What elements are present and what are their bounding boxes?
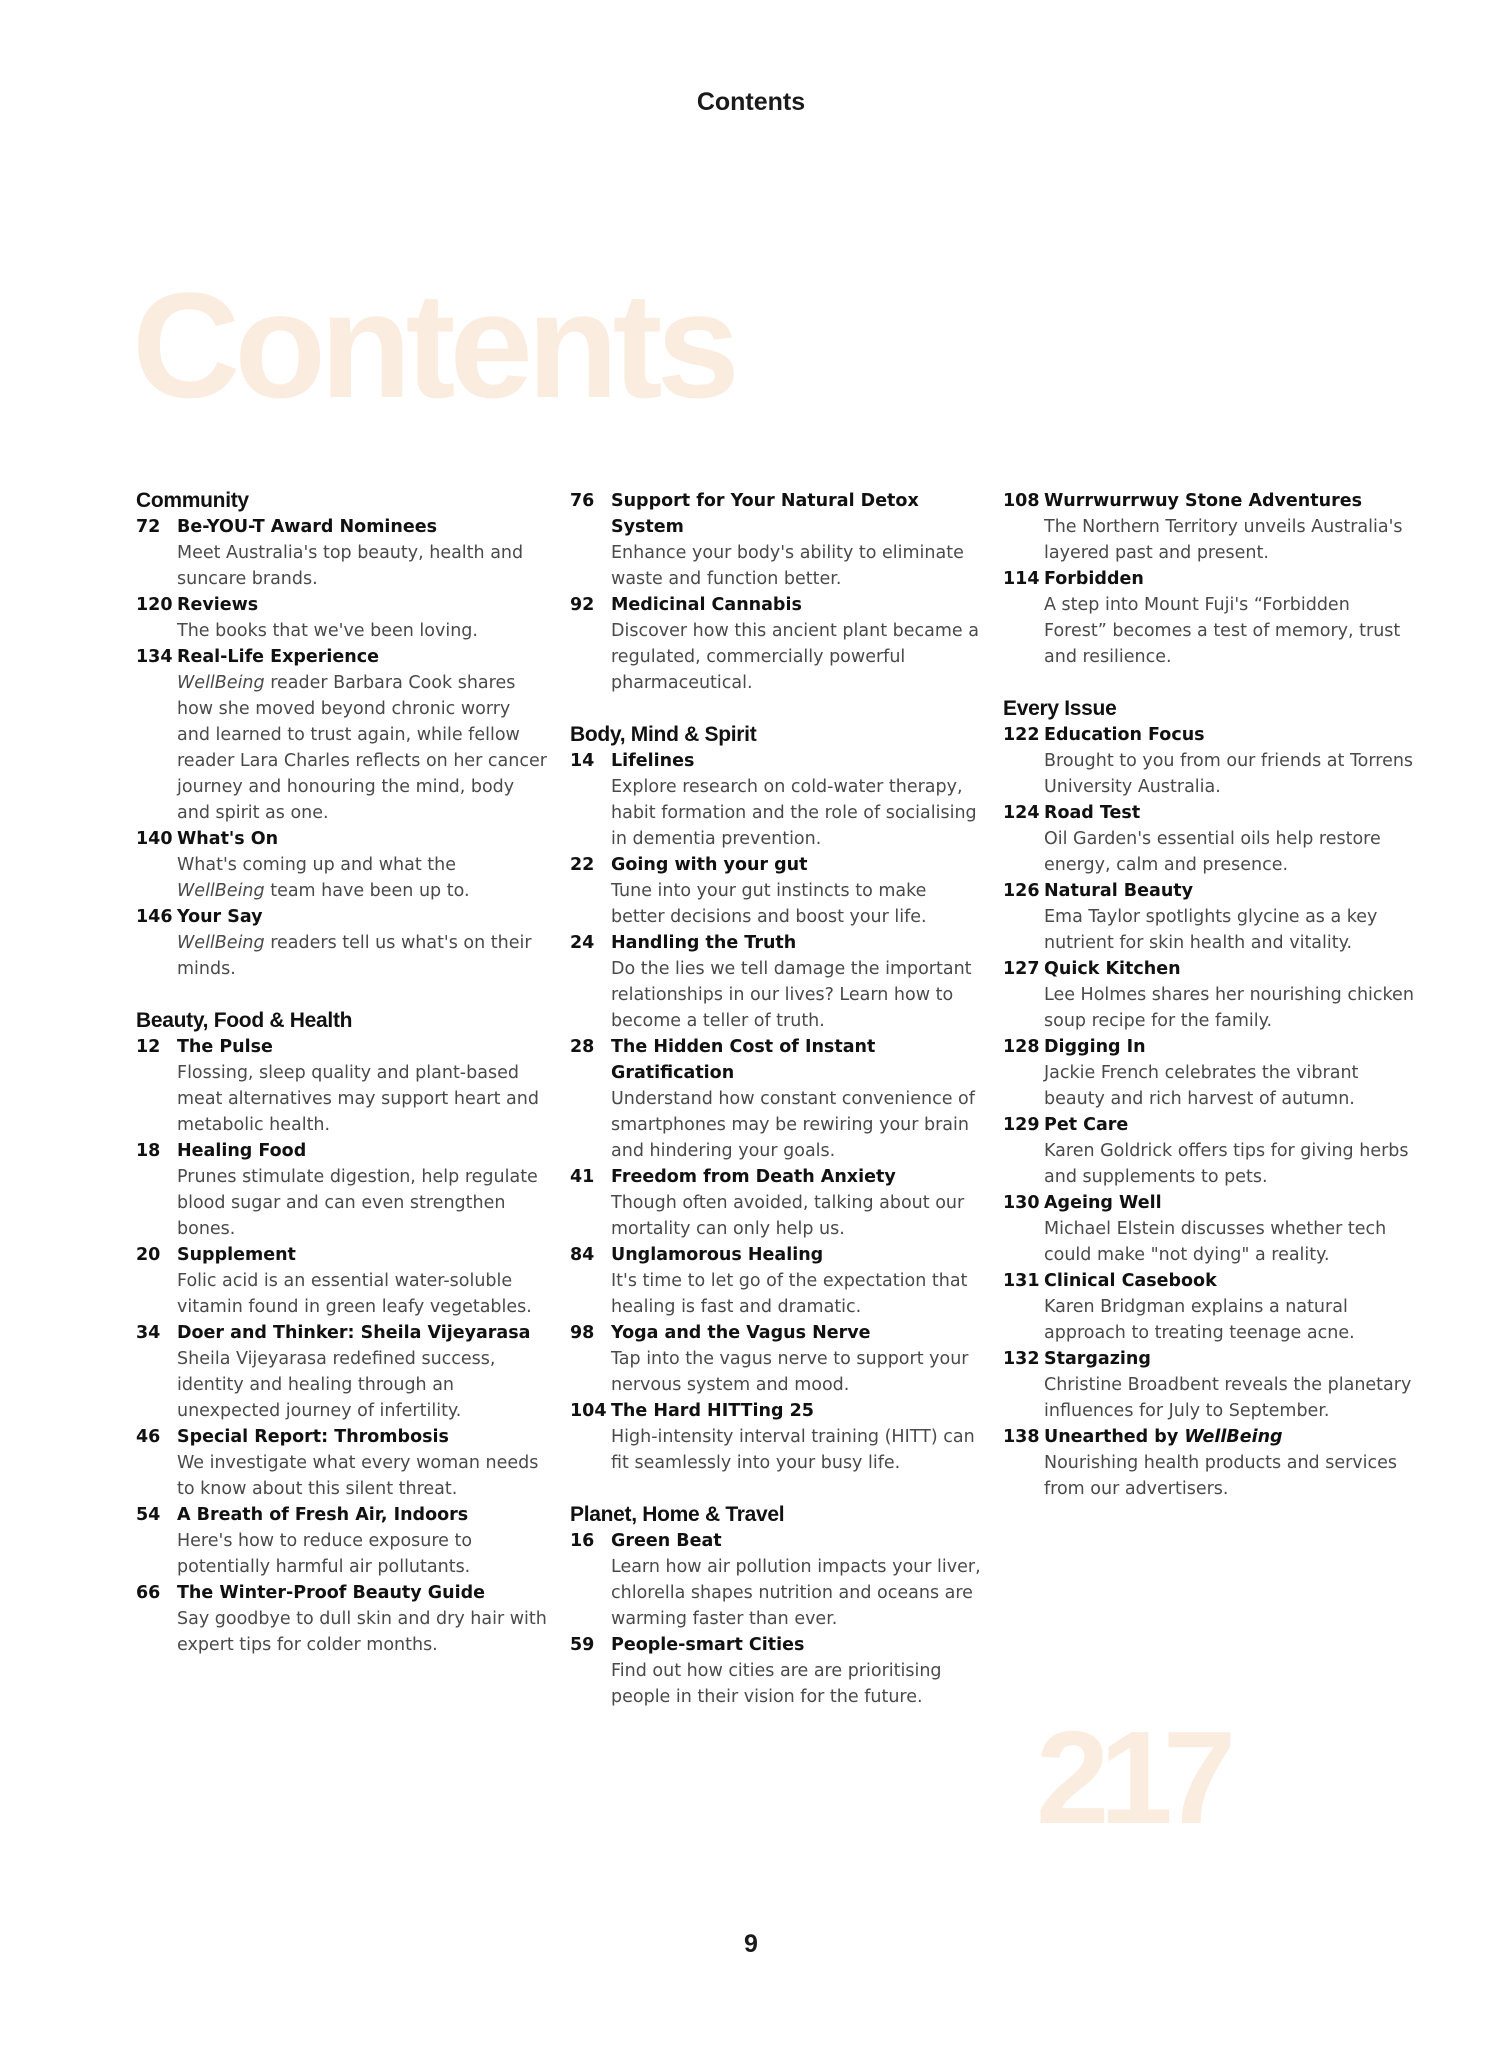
entry-title [177,1242,548,1268]
entry-description-text: Find out how cities are are prioritising people in their vision for the future. [611,1661,942,1707]
toc-section [136,1008,548,1658]
entry-title-text: Handling the Truth [611,933,797,953]
entry-body [611,748,982,852]
entry-description-text: High-intensity interval training (HITT) can fit seamlessly into your busy life. [611,1427,975,1473]
entry-title-text: Forbidden [1044,569,1144,589]
entry-description-text: Tune into your gut instincts to make better decisions and boost your life. [611,881,927,927]
issue-number: 217 [1036,1704,1227,1851]
entry-page-number: 76 [570,491,595,511]
entry-body [1044,1112,1415,1190]
entry-page-number: 28 [570,1037,595,1057]
entry-page-number: 14 [570,751,595,771]
entry-title-text: Your Say [177,907,263,927]
entry-title [611,1034,982,1086]
entry-description-text: Here's how to reduce exposure to potentially harmful air pollutants. [177,1531,473,1577]
entry-description [177,930,548,982]
entry-description [1044,592,1415,670]
entry-title-text: Green Beat [611,1531,722,1551]
entry-title-text: Medicinal Cannabis [611,595,802,615]
entry-description-text: It's time to let go of the expectation that healing is fast and dramatic. [611,1271,968,1317]
toc-column-2 [570,488,982,1736]
toc-entry[interactable] [136,514,548,592]
entry-title-emphasis: WellBeing [1184,1427,1283,1447]
toc-entry[interactable] [570,852,982,930]
entry-title [177,1034,548,1060]
entry-title-text: Reviews [177,595,259,615]
entry-page-number: 12 [136,1037,161,1057]
entry-description-text: Lee Holmes shares her nourishing chicken soup recipe for the family. [1044,985,1414,1031]
entry-page-number: 98 [570,1323,595,1343]
entry-title-text: Unearthed by [1044,1427,1185,1447]
entry-description [611,540,982,592]
entry-body [177,826,548,904]
entry-page-number: 129 [1003,1115,1040,1135]
entry-description-text: Tap into the vagus nerve to support your nervous system and mood. [611,1349,969,1395]
entry-body [611,930,982,1034]
entry-description [1044,1372,1415,1424]
entry-page-number: 127 [1003,959,1040,979]
entry-title [1044,566,1415,592]
entry-page-number: 131 [1003,1271,1040,1291]
page-number: 9 [744,1930,758,1958]
entry-description-text: Brought to you from our friends at Torrens University Australia. [1044,751,1414,797]
entry-page-number: 132 [1003,1349,1040,1369]
toc-entry[interactable] [136,1242,548,1320]
running-head: Contents [696,88,806,116]
entry-title [611,488,982,540]
entry-description-text: Karen Bridgman explains a natural approach to treating teenage acne. [1044,1297,1355,1343]
section-heading: Planet, Home & Travel [570,1503,785,1526]
entry-page-number: 104 [570,1401,607,1421]
entry-title [1044,1190,1415,1216]
entry-title-text: The Winter-Proof Beauty Guide [177,1583,486,1603]
entry-description [1044,1216,1415,1268]
entry-title-text: Ageing Well [1044,1193,1162,1213]
toc-section [570,488,982,696]
toc-entry[interactable] [570,1632,982,1710]
entry-description [611,956,982,1034]
entry-description [177,1164,548,1242]
entry-page-number: 128 [1003,1037,1040,1057]
entry-body [611,1398,982,1476]
entry-description-text: Say goodbye to dull skin and dry hair with expert tips for colder months. [177,1609,547,1655]
entry-body [611,1632,982,1710]
entry-description [177,1346,548,1424]
page-title: Contents [132,261,734,429]
entry-body [1044,956,1415,1034]
entry-body [177,1580,548,1658]
entry-description-text: Michael Elstein discusses whether tech could make "not dying" a reality. [1044,1219,1387,1265]
entry-title [1044,1112,1415,1138]
entry-title-text: The Hidden Cost of Instant Gratification [611,1037,876,1083]
entry-title-text: Stargazing [1044,1349,1151,1369]
entry-body [177,1242,548,1320]
entry-page-number: 22 [570,855,595,875]
entry-description-text: Meet Australia's top beauty, health and suncare brands. [177,543,524,589]
entry-title [177,1320,548,1346]
entry-description-text: The books that we've been loving. [177,621,478,641]
entry-description-text: Christine Broadbent reveals the planetary influences for July to September. [1044,1375,1412,1421]
entry-body [1044,566,1415,670]
entry-description [1044,1450,1415,1502]
entry-description [1044,1294,1415,1346]
entry-title [611,592,982,618]
section-heading: Community [136,489,249,512]
entry-title-text: Real-Life Experience [177,647,379,667]
entry-body [1044,1268,1415,1346]
entry-body [1044,800,1415,878]
entry-description [177,1268,548,1320]
entry-title-text: The Pulse [177,1037,273,1057]
toc-entry[interactable] [136,1034,548,1138]
entry-title-text: Going with your gut [611,855,808,875]
entry-description-text: Ema Taylor spotlights glycine as a key nutrient for skin health and vitality. [1044,907,1378,953]
section-heading: Body, Mind & Spirit [570,723,757,746]
entry-page-number: 72 [136,517,161,537]
toc-entry[interactable] [570,1034,982,1164]
entry-title-text: Pet Care [1044,1115,1129,1135]
entry-description-text: Sheila Vijeyarasa redefined success, identity and healing through an unexpected journey of infertility. [177,1349,496,1421]
section-heading: Every Issue [1003,697,1117,720]
entry-title [177,514,548,540]
entry-description-text: Understand how constant convenience of smartphones may be rewiring your brain and hindering your goals. [611,1089,975,1161]
entry-description [177,1450,548,1502]
entry-description [611,1190,982,1242]
entry-body [177,592,548,644]
entry-title-text: Supplement [177,1245,296,1265]
entry-title [177,644,548,670]
entry-title [1044,800,1415,826]
entry-title [1044,878,1415,904]
entry-body [177,904,548,982]
entry-page-number: 108 [1003,491,1040,511]
entry-title [1044,956,1415,982]
entry-description-emphasis: WellBeing [177,881,265,901]
entry-description [611,1346,982,1398]
toc-entry[interactable] [1003,1346,1415,1424]
entry-page-number: 130 [1003,1193,1040,1213]
entry-title-text: People-smart Cities [611,1635,805,1655]
entry-body [611,1164,982,1242]
toc-entry[interactable] [570,1528,982,1632]
toc-entry[interactable] [570,1320,982,1398]
entry-description [611,1658,982,1710]
entry-body [177,1138,548,1242]
toc-entry[interactable] [1003,566,1415,670]
entry-description-text: Folic acid is an essential water-soluble vitamin found in green leafy vegetables. [177,1271,532,1317]
entry-description-text: Nourishing health products and services from our advertisers. [1044,1453,1398,1499]
entry-description-text: Jackie French celebrates the vibrant beauty and rich harvest of autumn. [1044,1063,1359,1109]
toc-entry[interactable] [570,1164,982,1242]
entry-page-number: 122 [1003,725,1040,745]
entry-title-text: Education Focus [1044,725,1205,745]
entry-title-text: What's On [177,829,279,849]
entry-description [177,1528,548,1580]
section-heading: Beauty, Food & Health [136,1009,353,1032]
entry-page-number: 126 [1003,881,1040,901]
entry-description-text: Explore research on cold-water therapy, habit formation and the role of socialising in dementia prevention. [611,777,977,849]
entry-page-number: 120 [136,595,173,615]
entry-body [177,514,548,592]
toc-entry[interactable] [570,592,982,696]
toc-entry[interactable] [136,1138,548,1242]
entry-title [1044,1346,1415,1372]
entry-description-text: Oil Garden's essential oils help restore energy, calm and presence. [1044,829,1381,875]
entry-page-number: 24 [570,933,595,953]
entry-description [611,1268,982,1320]
entry-description [177,670,548,826]
toc-entry[interactable] [1003,956,1415,1034]
toc-entry[interactable] [1003,878,1415,956]
toc-section [1003,488,1415,670]
toc-entry[interactable] [570,1242,982,1320]
toc-entry[interactable] [1003,722,1415,800]
entry-description [611,618,982,696]
entry-title-text: Wurrwurrwuy Stone Adventures [1044,491,1362,511]
entry-title [177,826,548,852]
toc-entry[interactable] [570,748,982,852]
entry-description [177,852,548,904]
entry-page-number: 59 [570,1635,595,1655]
entry-title [177,1580,548,1606]
toc-entry[interactable] [136,644,548,826]
toc-entry[interactable] [570,930,982,1034]
entry-body [611,852,982,930]
entry-page-number: 124 [1003,803,1040,823]
entry-page-number: 138 [1003,1427,1040,1447]
entry-body [177,644,548,826]
entry-title-text: A Breath of Fresh Air, Indoors [177,1505,469,1525]
entry-title [1044,1424,1415,1450]
toc-entry[interactable] [1003,1268,1415,1346]
entry-body [1044,1424,1415,1502]
entry-page-number: 134 [136,647,173,667]
toc-section [570,722,982,1476]
toc-entry[interactable] [570,1398,982,1476]
entry-title [177,904,548,930]
entry-body [177,1502,548,1580]
entry-description [611,1086,982,1164]
entry-description [611,774,982,852]
entry-body [611,1320,982,1398]
entry-page-number: 146 [136,907,173,927]
entry-title [611,1528,982,1554]
toc-entry[interactable] [136,1502,548,1580]
entry-page-number: 92 [570,595,595,615]
entry-body [611,1528,982,1632]
toc-entry[interactable] [136,826,548,904]
entry-body [1044,1190,1415,1268]
entry-body [1044,878,1415,956]
entry-body [611,592,982,696]
entry-description [177,1606,548,1658]
entry-description-text: A step into Mount Fuji's “Forbidden Forest” becomes a test of memory, trust and resilience. [1044,595,1401,667]
entry-description-text: team have been up to. [264,881,470,901]
entry-page-number: 16 [570,1531,595,1551]
toc-entry[interactable] [136,1320,548,1424]
entry-page-number: 140 [136,829,173,849]
entry-body [1044,722,1415,800]
entry-body [1044,1346,1415,1424]
entry-title [611,748,982,774]
entry-description [1044,982,1415,1034]
entry-description [177,618,548,644]
toc-entry[interactable] [1003,1112,1415,1190]
entry-title-text: Special Report: Thrombosis [177,1427,449,1447]
toc-entry[interactable] [1003,1424,1415,1502]
toc-entry[interactable] [1003,800,1415,878]
entry-page-number: 66 [136,1583,161,1603]
entry-title-text: Clinical Casebook [1044,1271,1217,1291]
entry-title-text: Road Test [1044,803,1141,823]
toc-entry[interactable] [136,1424,548,1502]
entry-title [177,1424,548,1450]
entry-description [1044,1138,1415,1190]
entry-page-number: 84 [570,1245,595,1265]
entry-title [611,1320,982,1346]
entry-body [177,1320,548,1424]
entry-title-text: Quick Kitchen [1044,959,1181,979]
entry-description [1044,748,1415,800]
toc-entry[interactable] [136,904,548,982]
entry-page-number: 41 [570,1167,595,1187]
entry-description [1044,1060,1415,1112]
entry-description-text: Do the lies we tell damage the important relationships in our lives? Learn how to become a teller of truth. [611,959,972,1031]
entry-title-text: Freedom from Death Anxiety [611,1167,896,1187]
entry-title-text: Support for Your Natural Detox System [611,491,919,537]
toc-entry[interactable] [136,1580,548,1658]
entry-description [611,878,982,930]
entry-title [611,1632,982,1658]
entry-description [177,1060,548,1138]
entry-description [611,1424,982,1476]
entry-title [177,592,548,618]
toc-section [136,488,548,982]
toc-column-3 [1003,488,1415,1528]
toc-entry[interactable] [570,488,982,592]
entry-title [1044,488,1415,514]
entry-title-text: Doer and Thinker: Sheila Vijeyarasa [177,1323,531,1343]
entry-description-text: Discover how this ancient plant became a regulated, commercially powerful pharmaceutical. [611,621,979,693]
toc-section [1003,696,1415,1502]
entry-description-text: Karen Goldrick offers tips for giving herbs and supplements to pets. [1044,1141,1409,1187]
entry-title [611,1398,982,1424]
entry-description-text: Flossing, sleep quality and plant-based meat alternatives may support heart and metabolic health. [177,1063,539,1135]
entry-description-text: Prunes stimulate digestion, help regulate blood sugar and can even strengthen bones. [177,1167,538,1239]
entry-title [1044,1268,1415,1294]
entry-body [177,1424,548,1502]
entry-body [611,1242,982,1320]
toc-section [570,1502,982,1710]
entry-description [1044,904,1415,956]
entry-page-number: 18 [136,1141,161,1161]
entry-title-text: Unglamorous Healing [611,1245,824,1265]
entry-title-text: Natural Beauty [1044,881,1194,901]
entry-description-text: Though often avoided, talking about our mortality can only help us. [611,1193,965,1239]
entry-description-text: The Northern Territory unveils Australia's layered past and present. [1044,517,1403,563]
entry-description [177,540,548,592]
entry-body [611,1034,982,1164]
entry-description-text: Learn how air pollution impacts your liver, chlorella shapes nutrition and oceans are warming faster than ever. [611,1557,981,1629]
toc-entry[interactable] [1003,488,1415,566]
toc-entry[interactable] [1003,1034,1415,1112]
entry-page-number: 34 [136,1323,161,1343]
entry-title [611,1164,982,1190]
entry-description-text: We investigate what every woman needs to know about this silent threat. [177,1453,539,1499]
entry-title [1044,722,1415,748]
entry-description-text: readers tell us what's on their minds. [177,933,532,979]
entry-description-lead: What's coming up and what the [177,855,456,875]
entry-page-number: 20 [136,1245,161,1265]
entry-description [611,1554,982,1632]
entry-title-text: Be-YOU-T Award Nominees [177,517,438,537]
entry-title-text: Lifelines [611,751,695,771]
entry-description-text: reader Barbara Cook shares how she moved beyond chronic worry and learned to trust again, while fellow reader Lara Charles reflects on her cancer journey and honouring the mind, body and spirit as one. [177,673,547,823]
entry-description [1044,826,1415,878]
entry-title-text: The Hard HITTing 25 [611,1401,814,1421]
entry-title [177,1138,548,1164]
entry-page-number: 46 [136,1427,161,1447]
entry-title-text: Yoga and the Vagus Nerve [611,1323,871,1343]
entry-body [1044,1034,1415,1112]
entry-description-emphasis: WellBeing [177,933,265,953]
entry-title-text: Healing Food [177,1141,307,1161]
entry-page-number: 114 [1003,569,1040,589]
entry-body [611,488,982,592]
entry-description-text: Enhance your body's ability to eliminate waste and function better. [611,543,964,589]
toc-column-1 [136,488,548,1684]
entry-description-emphasis: WellBeing [177,673,265,693]
entry-title [177,1502,548,1528]
toc-entry[interactable] [136,592,548,644]
entry-title [1044,1034,1415,1060]
entry-title [611,852,982,878]
entry-body [177,1034,548,1138]
entry-title [611,930,982,956]
entry-page-number: 54 [136,1505,161,1525]
entry-title [611,1242,982,1268]
toc-entry[interactable] [1003,1190,1415,1268]
entry-description [1044,514,1415,566]
entry-title-text: Digging In [1044,1037,1146,1057]
entry-body [1044,488,1415,566]
